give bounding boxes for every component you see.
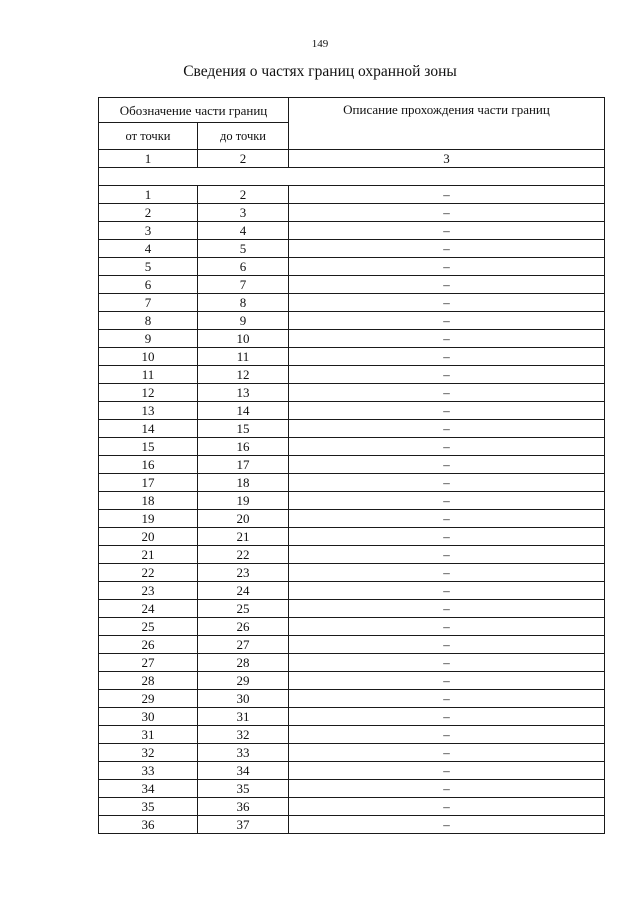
from-point-cell: 7 xyxy=(99,294,198,312)
to-point-cell: 36 xyxy=(198,798,289,816)
table-row xyxy=(99,798,605,816)
table-row xyxy=(99,294,605,312)
from-point-cell: 8 xyxy=(99,312,198,330)
description-cell: – xyxy=(289,294,605,312)
description-cell: – xyxy=(289,348,605,366)
to-point-cell: 17 xyxy=(198,456,289,474)
description-cell: – xyxy=(289,780,605,798)
from-point-cell: 9 xyxy=(99,330,198,348)
description-cell: – xyxy=(289,366,605,384)
column-number-row xyxy=(99,150,605,168)
to-point-cell: 31 xyxy=(198,708,289,726)
table-row xyxy=(99,366,605,384)
boundary-parts-table xyxy=(98,97,605,834)
description-cell: – xyxy=(289,438,605,456)
from-point-cell: 21 xyxy=(99,546,198,564)
description-cell: – xyxy=(289,456,605,474)
description-cell: – xyxy=(289,258,605,276)
description-cell: – xyxy=(289,312,605,330)
table-row xyxy=(99,402,605,420)
to-point-cell: 13 xyxy=(198,384,289,402)
description-cell: – xyxy=(289,672,605,690)
empty-section-row xyxy=(99,168,605,186)
to-point-cell: 8 xyxy=(198,294,289,312)
to-point-cell: 23 xyxy=(198,564,289,582)
table-row xyxy=(99,744,605,762)
to-point-cell: 32 xyxy=(198,726,289,744)
description-cell: – xyxy=(289,618,605,636)
description-cell: – xyxy=(289,798,605,816)
table-row xyxy=(99,276,605,294)
to-point-cell: 9 xyxy=(198,312,289,330)
from-point-cell: 19 xyxy=(99,510,198,528)
table-row xyxy=(99,654,605,672)
to-point-cell: 27 xyxy=(198,636,289,654)
from-point-cell: 26 xyxy=(99,636,198,654)
to-point-cell: 6 xyxy=(198,258,289,276)
to-point-cell: 7 xyxy=(198,276,289,294)
table-row xyxy=(99,492,605,510)
from-point-cell: 14 xyxy=(99,420,198,438)
to-point-cell: 20 xyxy=(198,510,289,528)
to-point-cell: 4 xyxy=(198,222,289,240)
description-cell: – xyxy=(289,492,605,510)
to-point-cell: 11 xyxy=(198,348,289,366)
to-point-cell: 12 xyxy=(198,366,289,384)
table-row xyxy=(99,726,605,744)
to-point-cell: 30 xyxy=(198,690,289,708)
document-title: Сведения о частях границ охранной зоны xyxy=(183,63,457,80)
description-cell: – xyxy=(289,204,605,222)
from-point-cell: 3 xyxy=(99,222,198,240)
page-number: 149 xyxy=(311,38,329,50)
to-point-cell: 26 xyxy=(198,618,289,636)
from-point-cell: 31 xyxy=(99,726,198,744)
description-cell: – xyxy=(289,636,605,654)
table-row xyxy=(99,186,605,204)
table-row xyxy=(99,528,605,546)
description-cell: – xyxy=(289,528,605,546)
table-row xyxy=(99,582,605,600)
from-point-cell: 33 xyxy=(99,762,198,780)
empty-section-cell xyxy=(99,168,605,186)
from-point-cell: 22 xyxy=(99,564,198,582)
table-row xyxy=(99,600,605,618)
to-point-cell: 14 xyxy=(198,402,289,420)
from-point-cell: 23 xyxy=(99,582,198,600)
from-point-cell: 12 xyxy=(99,384,198,402)
table-row xyxy=(99,384,605,402)
from-point-cell: 28 xyxy=(99,672,198,690)
table-row xyxy=(99,258,605,276)
description-cell: – xyxy=(289,744,605,762)
table-row xyxy=(99,312,605,330)
description-cell: – xyxy=(289,240,605,258)
table-row xyxy=(99,222,605,240)
description-cell: – xyxy=(289,330,605,348)
column-number-2: 2 xyxy=(198,150,289,168)
from-point-cell: 25 xyxy=(99,618,198,636)
table-row xyxy=(99,204,605,222)
description-cell: – xyxy=(289,690,605,708)
description-cell: – xyxy=(289,726,605,744)
table-row xyxy=(99,456,605,474)
to-point-cell: 16 xyxy=(198,438,289,456)
description-cell: – xyxy=(289,474,605,492)
from-point-cell: 18 xyxy=(99,492,198,510)
header-boundary-description: Описание прохождения части границ xyxy=(289,98,605,150)
to-point-cell: 33 xyxy=(198,744,289,762)
from-point-cell: 27 xyxy=(99,654,198,672)
to-point-cell: 29 xyxy=(198,672,289,690)
table-row xyxy=(99,546,605,564)
description-cell: – xyxy=(289,762,605,780)
to-point-cell: 10 xyxy=(198,330,289,348)
description-cell: – xyxy=(289,564,605,582)
from-point-cell: 2 xyxy=(99,204,198,222)
from-point-cell: 5 xyxy=(99,258,198,276)
table-row xyxy=(99,618,605,636)
to-point-cell: 21 xyxy=(198,528,289,546)
to-point-cell: 28 xyxy=(198,654,289,672)
to-point-cell: 2 xyxy=(198,186,289,204)
from-point-cell: 17 xyxy=(99,474,198,492)
table-row xyxy=(99,690,605,708)
table-row xyxy=(99,708,605,726)
to-point-cell: 15 xyxy=(198,420,289,438)
from-point-cell: 13 xyxy=(99,402,198,420)
from-point-cell: 11 xyxy=(99,366,198,384)
description-cell: – xyxy=(289,510,605,528)
description-cell: – xyxy=(289,420,605,438)
from-point-cell: 16 xyxy=(99,456,198,474)
from-point-cell: 1 xyxy=(99,186,198,204)
from-point-cell: 29 xyxy=(99,690,198,708)
table-row xyxy=(99,780,605,798)
to-point-cell: 22 xyxy=(198,546,289,564)
to-point-cell: 18 xyxy=(198,474,289,492)
from-point-cell: 36 xyxy=(99,816,198,834)
header-to-point: до точки xyxy=(198,123,289,150)
from-point-cell: 24 xyxy=(99,600,198,618)
table-row xyxy=(99,420,605,438)
table-row xyxy=(99,636,605,654)
to-point-cell: 37 xyxy=(198,816,289,834)
table-row xyxy=(99,510,605,528)
table-row xyxy=(99,762,605,780)
from-point-cell: 15 xyxy=(99,438,198,456)
to-point-cell: 19 xyxy=(198,492,289,510)
description-cell: – xyxy=(289,384,605,402)
to-point-cell: 24 xyxy=(198,582,289,600)
table-row xyxy=(99,474,605,492)
column-number-1: 1 xyxy=(99,150,198,168)
header-from-point: от точки xyxy=(99,123,198,150)
description-cell: – xyxy=(289,600,605,618)
to-point-cell: 3 xyxy=(198,204,289,222)
description-cell: – xyxy=(289,708,605,726)
table-row xyxy=(99,330,605,348)
header-row-group xyxy=(99,98,605,123)
from-point-cell: 4 xyxy=(99,240,198,258)
from-point-cell: 10 xyxy=(99,348,198,366)
table-row xyxy=(99,672,605,690)
description-cell: – xyxy=(289,222,605,240)
to-point-cell: 34 xyxy=(198,762,289,780)
table-row xyxy=(99,348,605,366)
column-number-3: 3 xyxy=(289,150,605,168)
header-boundary-part-designation: Обозначение части границ xyxy=(99,98,289,123)
from-point-cell: 34 xyxy=(99,780,198,798)
description-cell: – xyxy=(289,816,605,834)
to-point-cell: 35 xyxy=(198,780,289,798)
description-cell: – xyxy=(289,582,605,600)
description-cell: – xyxy=(289,186,605,204)
from-point-cell: 20 xyxy=(99,528,198,546)
from-point-cell: 35 xyxy=(99,798,198,816)
description-cell: – xyxy=(289,402,605,420)
table-row xyxy=(99,438,605,456)
table-row xyxy=(99,816,605,834)
from-point-cell: 32 xyxy=(99,744,198,762)
from-point-cell: 30 xyxy=(99,708,198,726)
description-cell: – xyxy=(289,276,605,294)
description-cell: – xyxy=(289,546,605,564)
description-cell: – xyxy=(289,654,605,672)
from-point-cell: 6 xyxy=(99,276,198,294)
to-point-cell: 25 xyxy=(198,600,289,618)
table-row xyxy=(99,240,605,258)
to-point-cell: 5 xyxy=(198,240,289,258)
table-row xyxy=(99,564,605,582)
